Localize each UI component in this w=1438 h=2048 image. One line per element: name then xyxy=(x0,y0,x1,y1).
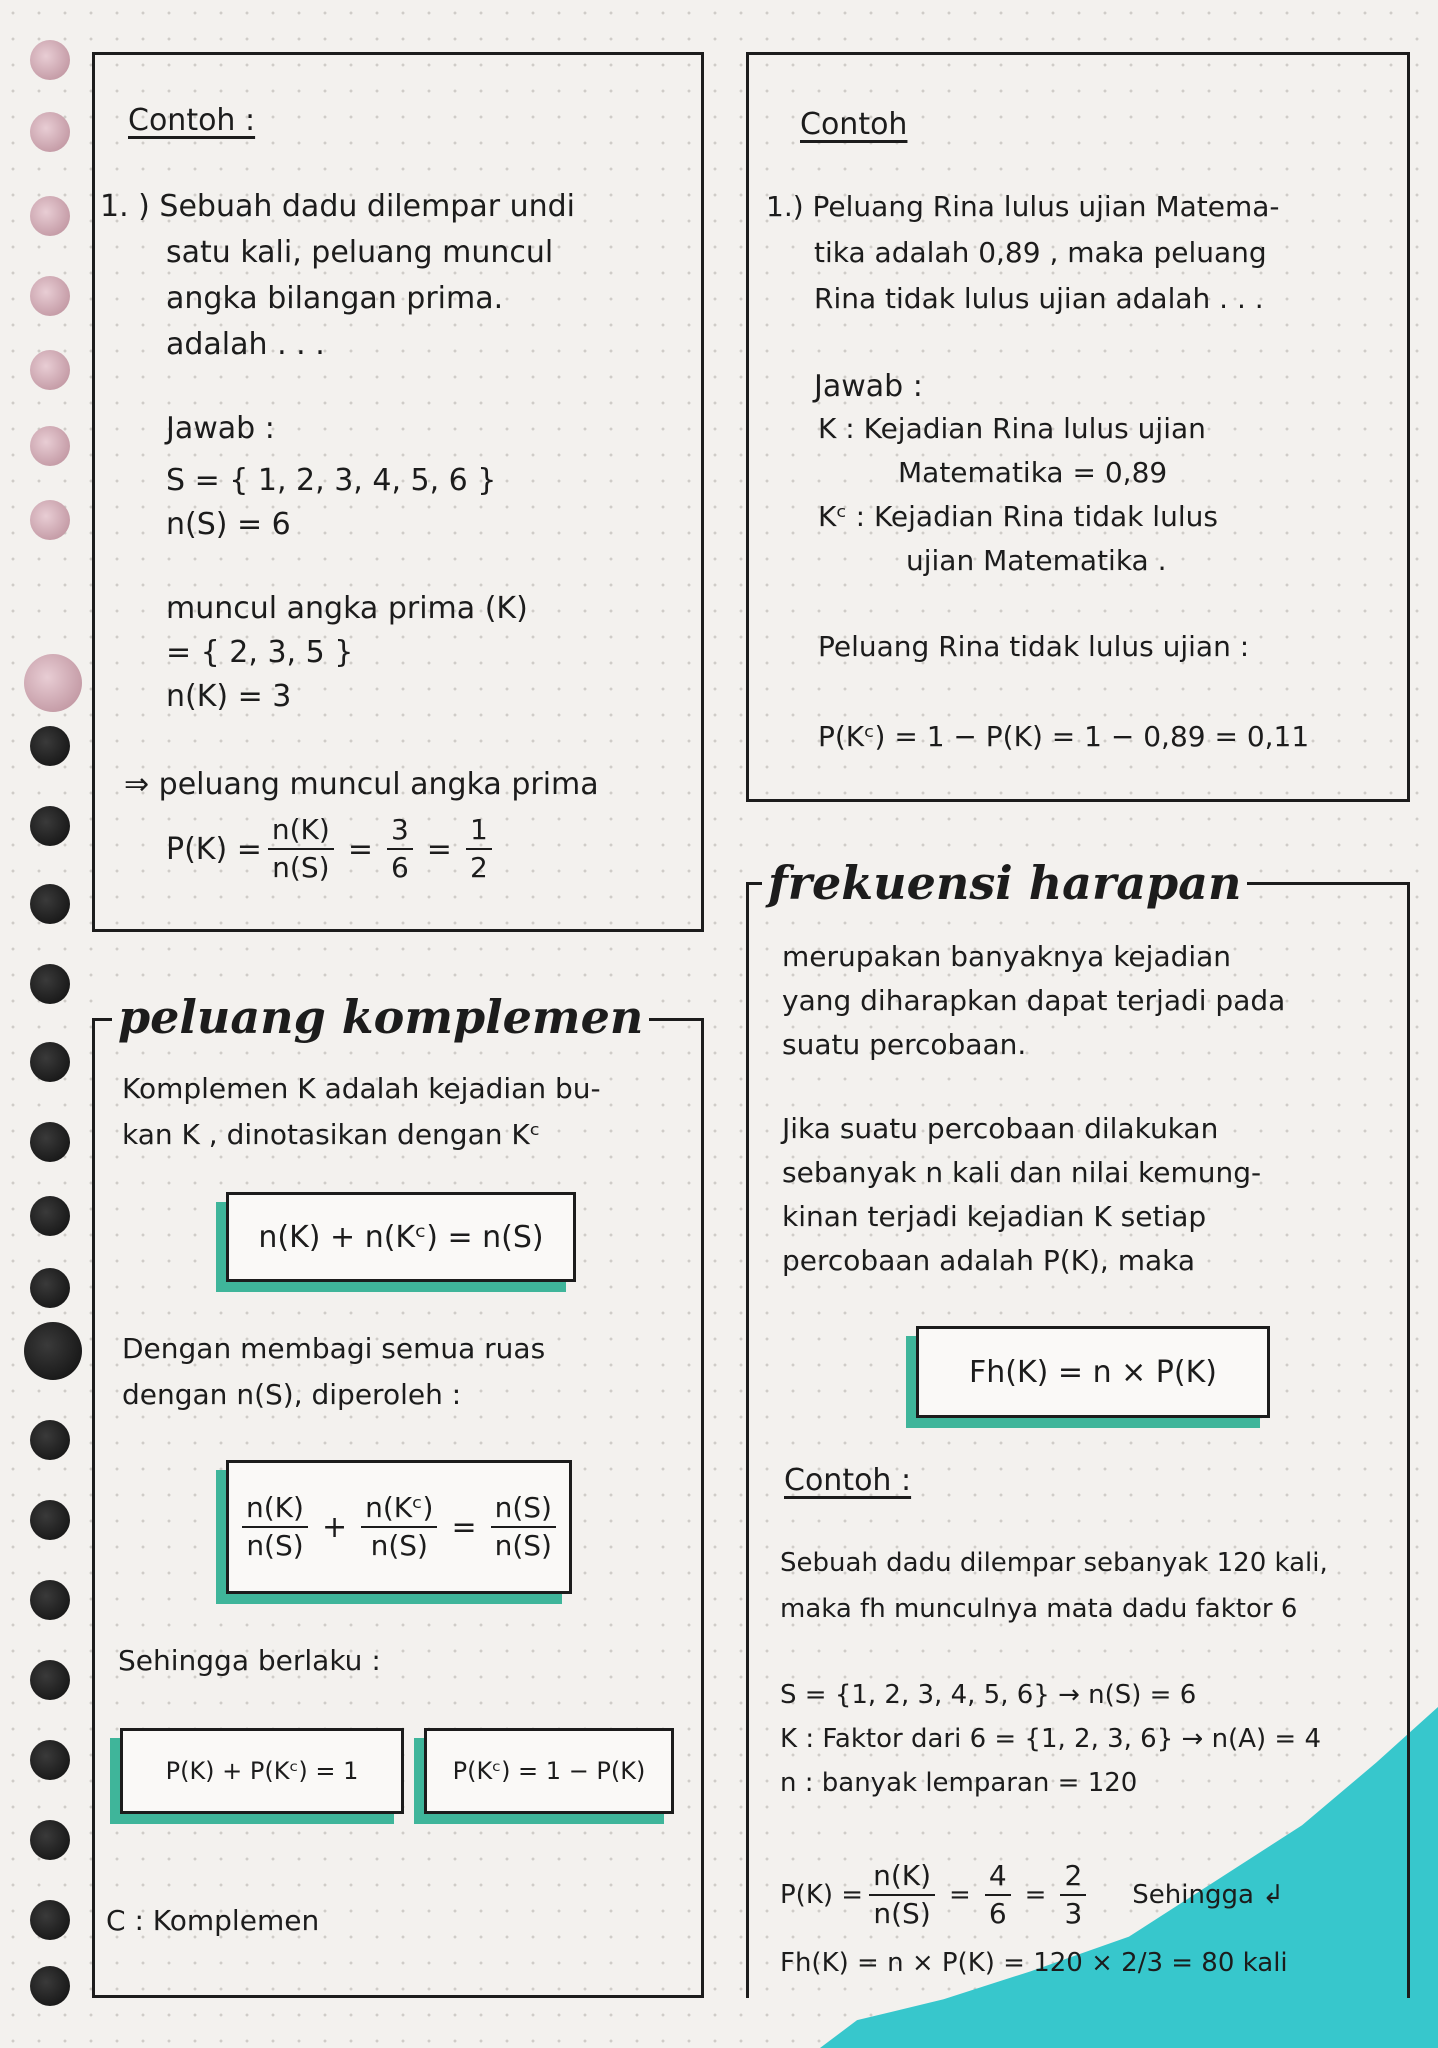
sample-space: S = {1, 2, 3, 4, 5, 6} → n(S) = 6 xyxy=(780,1680,1197,1710)
equals-sign: = xyxy=(347,831,373,867)
pk-label: P(K) = xyxy=(780,1880,864,1910)
fraction-numerator: n(K) xyxy=(242,1490,308,1528)
condition-line: sebanyak n kali dan nilai kemung- xyxy=(782,1156,1262,1189)
formula-box: P(K) + P(Kᶜ) = 1 xyxy=(120,1728,404,1814)
division-line: Dengan membagi semua ruas xyxy=(122,1332,546,1365)
fraction xyxy=(268,812,334,886)
binding-hole xyxy=(30,1740,70,1780)
condition-line: kinan terjadi kejadian K setiap xyxy=(782,1200,1207,1233)
binding-hole xyxy=(30,1268,70,1308)
fraction-numerator: 1 xyxy=(466,812,492,850)
formula-box: P(Kᶜ) = 1 − P(K) xyxy=(424,1728,674,1814)
binding-hole xyxy=(30,426,70,466)
answer-label: Jawab : xyxy=(814,369,923,404)
fraction-denominator: 3 xyxy=(1064,1897,1083,1930)
binding-hole xyxy=(30,350,70,390)
fraction-numerator: n(Kᶜ) xyxy=(361,1490,437,1528)
answer-label: Jawab : xyxy=(166,411,275,446)
equals-sign: = xyxy=(426,831,452,867)
equals-sign: = xyxy=(1024,1880,1047,1910)
fraction xyxy=(361,1490,437,1564)
binding-hole xyxy=(30,1042,70,1082)
probability-formula xyxy=(780,1858,1284,1932)
sehingga-label: Sehingga ↲ xyxy=(1132,1880,1284,1910)
binding-hole xyxy=(30,1900,70,1940)
fraction xyxy=(985,1858,1011,1932)
event-k-line: K : Kejadian Rina lulus ujian xyxy=(818,412,1206,445)
section-heading: peluang komplemen xyxy=(112,990,649,1044)
binding-hole xyxy=(30,1820,70,1860)
binding-hole xyxy=(30,196,70,236)
binding-hole xyxy=(30,1420,70,1460)
fraction-numerator: 2 xyxy=(1060,1858,1086,1896)
fraction-numerator: n(S) xyxy=(491,1490,556,1528)
pk-label: P(K) = xyxy=(166,831,262,867)
probability-formula xyxy=(166,812,498,886)
binding-hole xyxy=(30,1660,70,1700)
condition-line: percobaan adalah P(K), maka xyxy=(782,1244,1196,1277)
sample-count: n(S) = 6 xyxy=(166,507,291,542)
probability-result: P(Kᶜ) = 1 − P(K) = 1 − 0,89 = 0,11 xyxy=(818,720,1310,753)
question-line: adalah . . . xyxy=(166,327,325,362)
equals-sign: = xyxy=(949,1880,971,1910)
question-line: maka fh munculnya mata dadu faktor 6 xyxy=(780,1594,1298,1624)
question-line: angka bilangan prima. xyxy=(166,281,504,316)
event-label: muncul angka prima (K) xyxy=(166,591,528,626)
conclusion-line: ⇒ peluang muncul angka prima xyxy=(124,767,599,802)
binding-hole xyxy=(30,40,70,80)
binding-hole xyxy=(30,112,70,152)
definition-line: merupakan banyaknya kejadian xyxy=(782,940,1232,973)
question-line: satu kali, peluang muncul xyxy=(166,235,554,270)
binding-hole xyxy=(24,654,82,712)
division-line: dengan n(S), diperoleh : xyxy=(122,1378,462,1411)
fraction-numerator: n(K) xyxy=(869,1858,935,1896)
section-heading: frekuensi harapan xyxy=(762,856,1247,910)
fraction-numerator: 4 xyxy=(985,1858,1011,1896)
fraction xyxy=(869,1858,935,1932)
event-kc-line: ujian Matematika . xyxy=(906,544,1167,577)
fraction-denominator: n(S) xyxy=(873,1897,931,1930)
fraction-denominator: 6 xyxy=(988,1897,1007,1930)
fraction-denominator: n(S) xyxy=(370,1529,428,1562)
fraction-denominator: n(S) xyxy=(246,1529,304,1562)
fraction-numerator: 3 xyxy=(387,812,413,850)
binding-hole xyxy=(30,1500,70,1540)
definition-line: Komplemen K adalah kejadian bu- xyxy=(122,1072,601,1105)
example-title: Contoh : xyxy=(128,103,256,138)
fraction xyxy=(466,812,492,886)
formula-box: Fh(K) = n × P(K) xyxy=(916,1326,1270,1418)
question-line: Sebuah dadu dilempar sebanyak 120 kali, xyxy=(780,1548,1328,1578)
question-line: Rina tidak lulus ujian adalah . . . xyxy=(814,282,1264,315)
note-line: C : Komplemen xyxy=(106,1904,320,1937)
binding-hole xyxy=(24,1322,82,1380)
example-title: Contoh xyxy=(800,107,908,142)
binding-hole xyxy=(30,276,70,316)
definition-line: kan K , dinotasikan dengan Kᶜ xyxy=(122,1118,541,1151)
binding-hole xyxy=(30,726,70,766)
event-set: K : Faktor dari 6 = {1, 2, 3, 6} → n(A) = 4 xyxy=(780,1724,1321,1754)
definition-line: suatu percobaan. xyxy=(782,1028,1027,1061)
example-title: Contoh : xyxy=(784,1463,912,1498)
fraction xyxy=(387,812,413,886)
definition-line: yang diharapkan dapat terjadi pada xyxy=(782,984,1286,1017)
trials-line: n : banyak lemparan = 120 xyxy=(780,1768,1138,1798)
fraction-denominator: n(S) xyxy=(272,851,330,884)
fraction-formula-box xyxy=(226,1460,572,1594)
equals-sign: = xyxy=(451,1509,477,1545)
event-count: n(K) = 3 xyxy=(166,679,292,714)
binding-hole xyxy=(30,806,70,846)
fraction xyxy=(242,1490,308,1564)
expected-frequency-result: Fh(K) = n × P(K) = 120 × 2/3 = 80 kali xyxy=(780,1948,1288,1978)
binding-hole xyxy=(30,884,70,924)
event-kc-line: Kᶜ : Kejadian Rina tidak lulus xyxy=(818,500,1218,533)
condition-line: Jika suatu percobaan dilakukan xyxy=(782,1112,1219,1145)
binding-hole xyxy=(30,500,70,540)
formula-box: n(K) + n(Kᶜ) = n(S) xyxy=(226,1192,576,1282)
fraction xyxy=(491,1490,556,1564)
fraction-denominator: n(S) xyxy=(494,1529,552,1562)
question-line: 1.) Peluang Rina lulus ujian Matema- xyxy=(766,190,1280,223)
event-set: = { 2, 3, 5 } xyxy=(166,635,354,670)
fraction-denominator: 6 xyxy=(390,851,409,884)
berlaku-label: Sehingga berlaku : xyxy=(118,1644,381,1677)
plus-sign: + xyxy=(321,1509,348,1545)
sample-space: S = { 1, 2, 3, 4, 5, 6 } xyxy=(166,463,497,498)
question-line: 1. ) Sebuah dadu dilempar undi xyxy=(100,189,576,224)
binding-hole xyxy=(30,1966,70,2006)
binding-hole xyxy=(30,1196,70,1236)
binding-hole xyxy=(30,1580,70,1620)
fraction-denominator: 2 xyxy=(469,851,488,884)
fraction-numerator: n(K) xyxy=(268,812,334,850)
event-k-line: Matematika = 0,89 xyxy=(898,456,1168,489)
binding-hole xyxy=(30,1122,70,1162)
probability-label: Peluang Rina tidak lulus ujian : xyxy=(818,630,1250,663)
binding-hole xyxy=(30,964,70,1004)
fraction xyxy=(1060,1858,1086,1932)
question-line: tika adalah 0,89 , maka peluang xyxy=(814,236,1267,269)
